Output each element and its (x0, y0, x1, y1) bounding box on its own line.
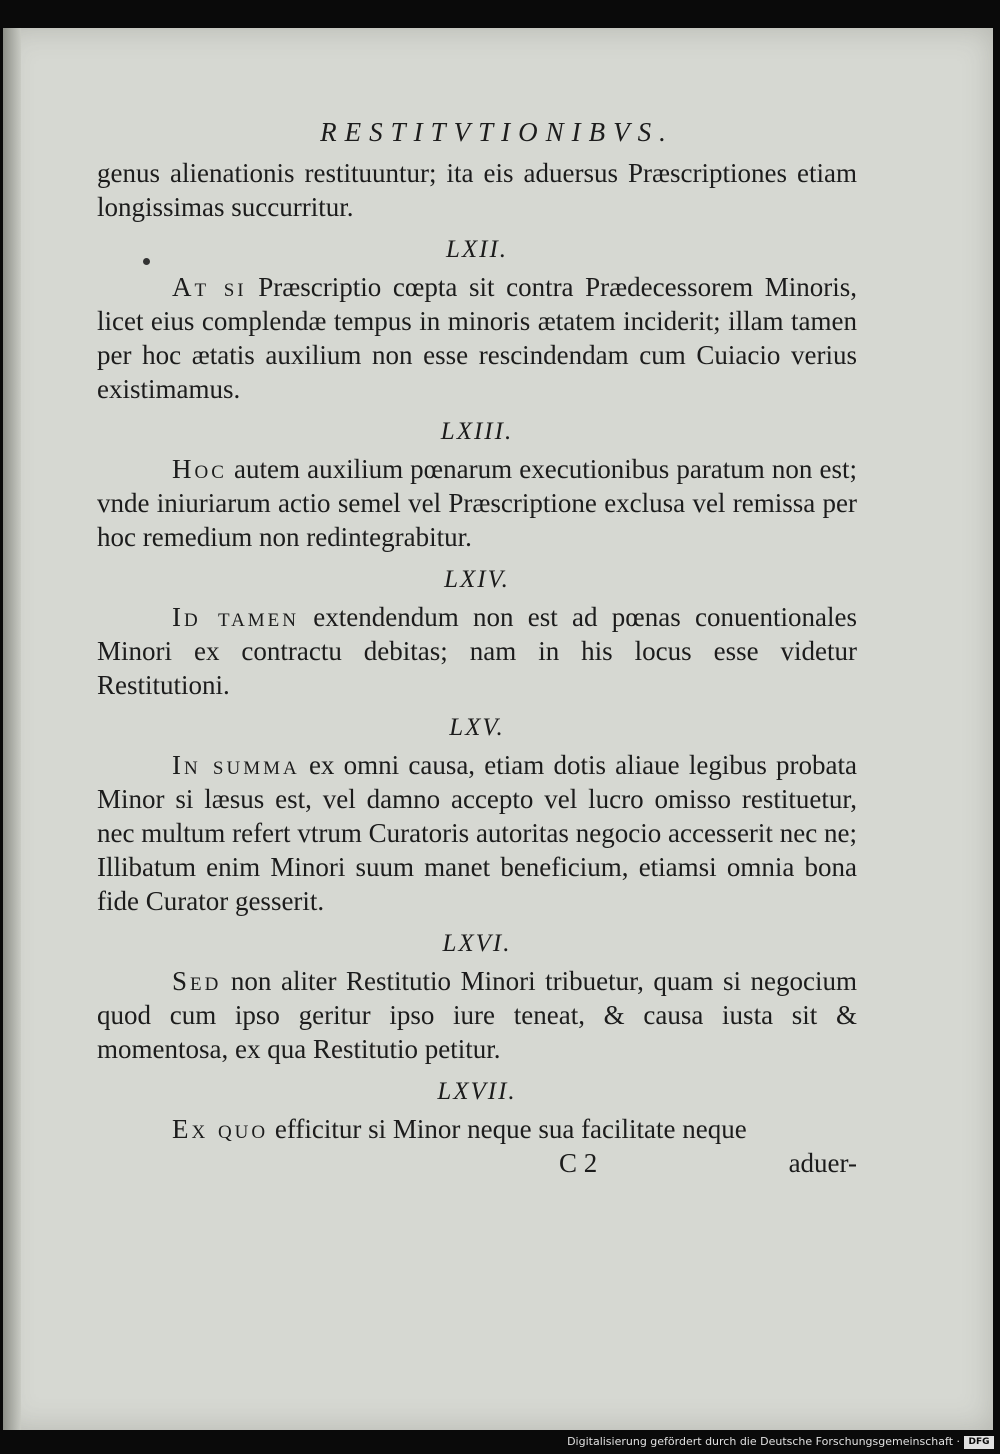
paragraph-text: Præscriptio cœpta sit contra Prædecessorem Minoris, licet eius complendæ tempus in minoris ætatem inciderit; illam tamen per hoc ætatis auxilium non esse rescindendam cum Cuiacio verius existimamus. (97, 272, 857, 404)
paragraph-text: ex omni causa, etiam dotis aliaue legibus probata Minor si læsus est, vel damno accepto vel lucro omisso restituetur, nec multum refert vtrum Curatoris autoritas negocio accesserit nec ne; Illibatum enim Minori suum manet beneficium, etiamsi omnia bona fide Curator gesserit. (97, 750, 858, 916)
text-block (97, 108, 857, 1180)
section-numeral-lxii: LXII. (445, 236, 509, 263)
paragraph-lead: At si (172, 272, 247, 302)
paragraph-lead: Sed (172, 966, 222, 996)
paragraph-lxv (97, 748, 857, 918)
continuation-paragraph: genus alienationis restituuntur; ita eis aduersus Præscriptiones etiam longissimas succurritur. (97, 158, 857, 222)
section-numeral-lxiv: LXIV. (444, 566, 510, 593)
running-head: RESTITVTIONIBVS. (320, 117, 674, 147)
page-spine-shadow (3, 28, 21, 1430)
paragraph-lead: Ex quo (172, 1114, 269, 1144)
paragraph-lead: Hoc (172, 454, 227, 484)
paragraph-lxii (97, 270, 857, 406)
catchword: aduer- (788, 1148, 857, 1178)
section-numeral-lxvi: LXVI. (442, 930, 512, 957)
paragraph-lxvii (97, 1112, 857, 1146)
paragraph-text: efficitur si Minor neque sua facilitate neque (268, 1114, 747, 1144)
paragraph-lxvi (97, 964, 857, 1066)
section-numeral-lxiii: LXIII. (440, 418, 514, 445)
paragraph-lxiv (97, 600, 857, 702)
signature-mark: C 2 (559, 1148, 598, 1178)
page-foot-line (97, 1146, 857, 1180)
paragraph-lead: Id tamen (172, 602, 300, 632)
dfg-logo-icon: DFG (964, 1436, 994, 1449)
paragraph-text: non aliter Restitutio Minori tribuetur, quam si negocium quod cum ipso geritur ipso iure teneat, & causa iusta sit & momentosa, ex qua Restitutio petitur. (97, 966, 857, 1064)
paragraph-text: extendendum non est ad pœnas conuentionales Minori ex contractu debitas; nam in his locus esse videtur Restitutioni. (97, 602, 857, 700)
section-numeral-lxvii: LXVII. (437, 1078, 517, 1105)
paragraph-text: autem auxilium pœnarum executionibus paratum non est; vnde iniuriarum actio semel vel Præscriptione exclusa vel remissa per hoc remedium non redintegrabitur. (97, 454, 857, 552)
funding-credit: Digitalisierung gefördert durch die Deutsche Forschungsgemeinschaft · (567, 1435, 960, 1448)
section-numeral-lxv: LXV. (449, 714, 505, 741)
paragraph-lxiii (97, 452, 857, 554)
paragraph-lead: In summa (172, 750, 300, 780)
